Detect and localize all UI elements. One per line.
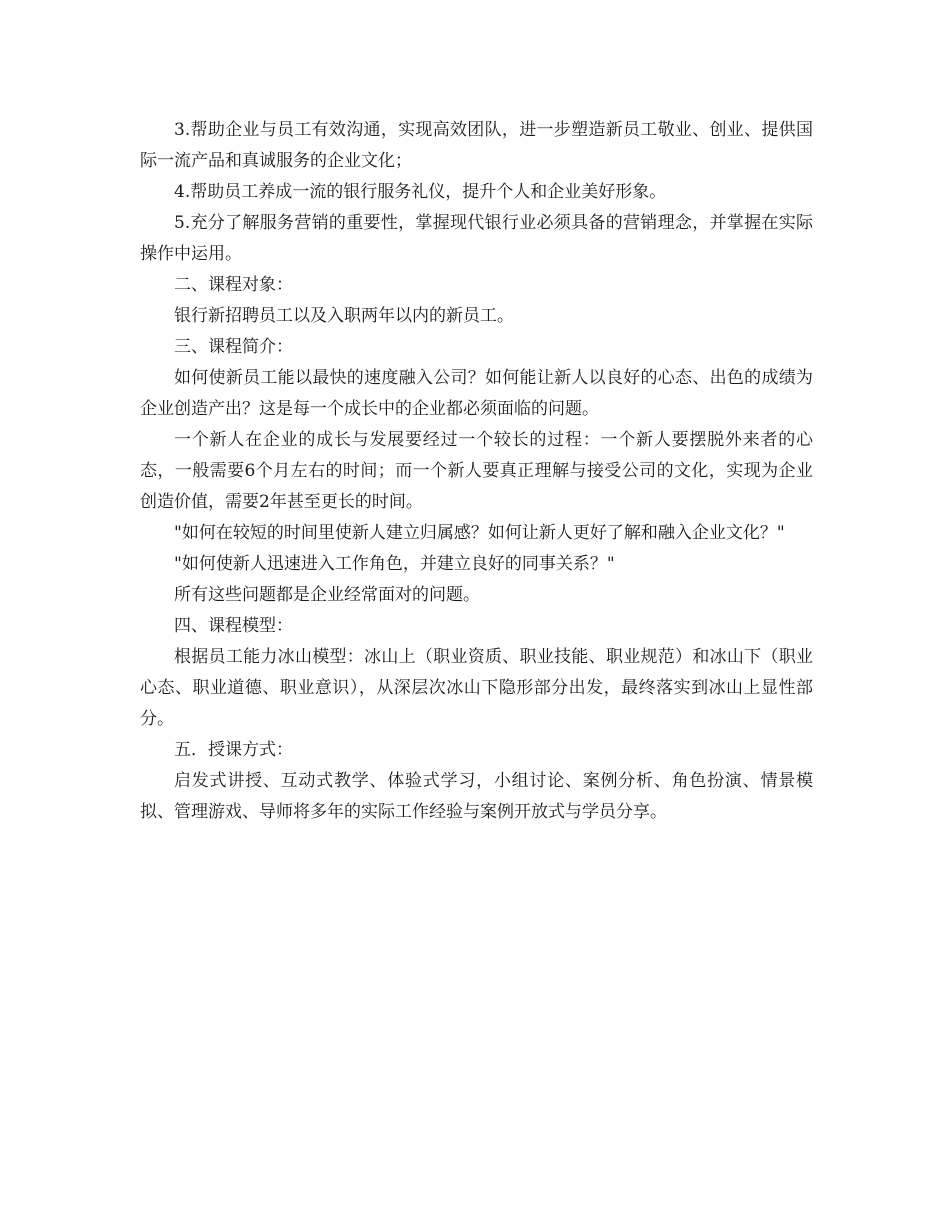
objective-5: 5.充分了解服务营销的重要性，掌握现代银行业必须具备的营销理念，并掌握在实际操作中运用。 bbox=[140, 213, 813, 264]
model-text: 根据员工能力冰山模型：冰山上（职业资质、职业技能、职业规范）和冰山下（职业心态、职业道德、职业意识），从深层次冰山下隐形部分出发，最终落实到冰山上显性部分。 bbox=[140, 647, 813, 729]
objective-3: 3.帮助企业与员工有效沟通，实现高效团队，进一步塑造新员工敬业、创业、提供国际一流产品和真诚服务的企业文化； bbox=[140, 120, 813, 171]
objective-4: 4.帮助员工养成一流的银行服务礼仪，提升个人和企业美好形象。 bbox=[174, 182, 667, 202]
introduction-paragraph-3: 所有这些问题都是企业经常面对的问题。 bbox=[174, 585, 480, 605]
document-body bbox=[140, 115, 813, 828]
audience-text: 银行新招聘员工以及入职两年以内的新员工。 bbox=[174, 306, 514, 326]
method-text: 启发式讲授、互动式教学、体验式学习，小组讨论、案例分析、角色扮演、情景模拟、管理游戏、导师将多年的实际工作经验与案例开放式与学员分享。 bbox=[140, 771, 813, 822]
introduction-quote-1: "如何在较短的时间里使新人建立归属感？如何让新人更好了解和融入企业文化？" bbox=[174, 523, 785, 543]
introduction-paragraph-1: 如何使新员工能以最快的速度融入公司？如何能让新人以良好的心态、出色的成绩为企业创造产出？这是每一个成长中的企业都必须面临的问题。 bbox=[140, 368, 813, 419]
section-heading-model: 四、课程模型： bbox=[174, 616, 293, 636]
introduction-paragraph-2: 一个新人在企业的成长与发展要经过一个较长的过程：一个新人要摆脱外来者的心态，一般需要6个月左右的时间；而一个新人要真正理解与接受公司的文化，实现为企业创造价值，需要2年甚至更长的时间。 bbox=[140, 430, 813, 512]
section-heading-audience: 二、课程对象： bbox=[174, 275, 293, 295]
introduction-quote-2: "如何使新人迅速进入工作角色，并建立良好的同事关系？" bbox=[174, 554, 615, 574]
section-heading-method: 五．授课方式： bbox=[174, 740, 293, 760]
section-heading-introduction: 三、课程简介： bbox=[174, 337, 293, 357]
